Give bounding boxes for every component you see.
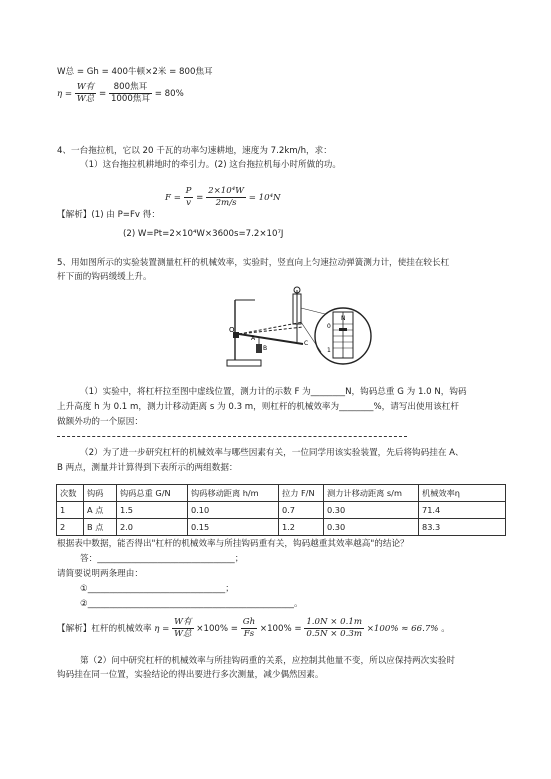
q5-answer-line: 答：________________________________； <box>80 554 244 564</box>
q5-reason1-line: ①________________________________； <box>80 584 234 594</box>
q4-part2: (2) W=Pt=2×10⁴W×3600s=7.2×10⁷J <box>123 229 284 239</box>
q5-p1-line2: 上升高度 h 为 0.1 m，测力计移动距离 s 为 0.3 m，则杠杆的机械效率为________%，请写出使用该杠杆 <box>57 402 459 412</box>
table-header-cell: 钩码移动距离 h/m <box>188 485 279 502</box>
q5-stem-line1: 5、用如图所示的实验装置测量杠杆的机械效率，实验时，竖直向上匀速拉动弹簧测力计，使挂在较长杠 <box>57 258 450 268</box>
table-cell: 2 <box>57 519 84 536</box>
table-header-cell: 拉力 F/N <box>279 485 324 502</box>
table-cell: 0.30 <box>324 502 419 519</box>
q5-conclusion-question: 根据表中数据，能否得出"杠杆的机械效率与所挂钩码重有关，钩码越重其效率越高"的结论？ <box>57 539 409 549</box>
table-cell: B 点 <box>84 519 117 536</box>
table-cell: 2.0 <box>117 519 188 536</box>
fraction-values: $\frac{\text{800焦耳}}{\text{1000焦耳}}$ <box>110 82 150 104</box>
table-cell: 0.30 <box>324 519 419 536</box>
label-o: O <box>229 326 235 334</box>
table-cell: 0.10 <box>188 502 279 519</box>
label-c: C <box>304 340 309 347</box>
work-total-line: W总 = Gh = 400牛顿×2米 = 800焦耳 <box>57 67 213 77</box>
q5-p1-line1: （1）实验中，将杠杆拉至图中虚线位置，测力计的示数 F 为________N，钩码总重 G 为 1.0 N，钩码 <box>80 387 467 397</box>
q4-stem: 4、一台拖拉机，它以 20 千瓦的功率匀速耕地，速度为 7.2km/h，求： <box>57 146 332 156</box>
table-cell: 0.7 <box>279 502 324 519</box>
q4-jiexi: 【解析】(1) 由 P=Fv 得： <box>57 210 160 220</box>
q4-formula: F = $\frac{P}{v}$ = $\frac{\text{2×10⁴W}}{2m/s}$ = 10⁴N <box>165 186 281 208</box>
table-header-cell: 次数 <box>57 485 84 502</box>
q5-p2-line1: （2）为了进一步研究杠杆的机械效率与哪些因素有关，一位同学用该实验装置，先后将钩码挂在 A、 <box>80 448 464 458</box>
table-header-cell: 钩码 <box>84 485 117 502</box>
table-cell: 1.5 <box>117 502 188 519</box>
table-header-cell: 机械效率η <box>419 485 506 502</box>
fraction-useful-total: $\frac{\text{W有}}{\text{W总}}$ <box>76 82 95 104</box>
table-cell: 1.2 <box>279 519 324 536</box>
lever-apparatus-figure <box>225 282 375 372</box>
q5-final-line2: 钩码挂在同一位置，实验结论的得出要进行多次测量，减少偶然因素。 <box>57 670 324 680</box>
table-cell: 83.3 <box>419 519 506 536</box>
table-header-cell: 钩码总重 G/N <box>117 485 188 502</box>
table-cell: 1 <box>57 502 84 519</box>
q5-p2-line2: B 两点，测量并计算得到下表所示的两组数据： <box>57 463 238 473</box>
table-cell: 71.4 <box>419 502 506 519</box>
q5-p1-blank-line <box>57 436 407 437</box>
label-b: B <box>263 345 268 352</box>
table-cell: 0.15 <box>188 519 279 536</box>
table-row <box>57 502 506 519</box>
q4-sub: （1）这台拖拉机耕地时的牵引力。(2) 这台拖拉机每小时所做的功。 <box>80 160 341 170</box>
efficiency-formula: η = $\frac{\text{W有}}{\text{W总}}$ = $\frac{\text{800焦耳}}{\text{1000焦耳}}$ = 80% <box>57 82 184 104</box>
table-cell: A 点 <box>84 502 117 519</box>
label-a: A <box>251 335 256 342</box>
data-table <box>56 484 506 536</box>
jiexi-label: 【解析】杠杆的机械效率 <box>57 624 152 634</box>
q5-reason-intro: 请简要说明两条理由： <box>57 569 143 579</box>
label-zero: 0 <box>327 323 331 330</box>
label-n: N <box>341 315 346 322</box>
eta-symbol: η = <box>57 89 73 99</box>
label-one: 1 <box>327 347 331 354</box>
q5-final-line1: 第（2）问中研究杠杆的机械效率与所挂钩码重的关系，应控制其他量不变，所以应保持两次实验时 <box>80 656 456 666</box>
table-header-cell: 测力计移动距离 s/m <box>324 485 419 502</box>
q5-reason2-line: ②________________________________________________。 <box>80 599 303 609</box>
q5-analysis-formula: 【解析】杠杆的机械效率 η = $\frac{\text{W有}}{\text{W总}}$ ×100% = $\frac{Gh}{Fs}$ ×100% = $\frac{1.0N \times 0.1m}{0.5N \times 0.3m}$ ×100% ≈ 66.7% 。 <box>57 617 450 639</box>
q5-stem-line2: 杆下面的钩码缓缓上升。 <box>57 272 152 282</box>
q5-p1-line3: 做额外功的一个原因： <box>57 417 143 427</box>
table-row <box>57 519 506 536</box>
table-header-row <box>57 485 506 502</box>
